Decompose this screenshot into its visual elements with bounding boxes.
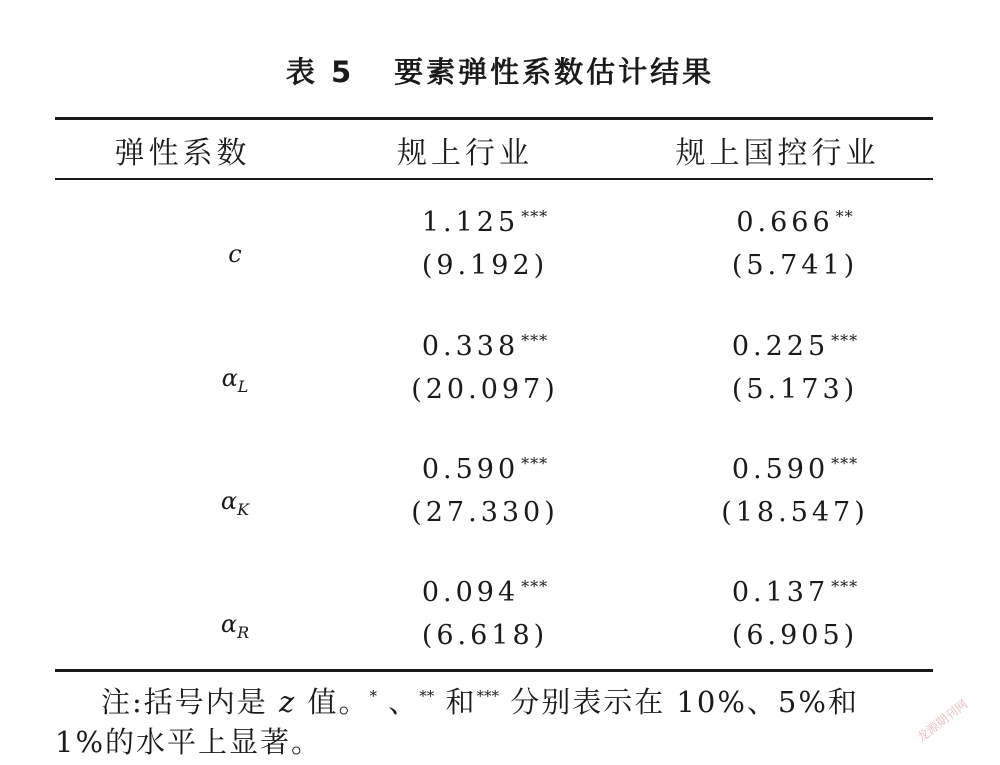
coef-value: 1.125: [421, 207, 520, 238]
state-industry-cell: [665, 196, 925, 288]
bottom-rule: [55, 669, 933, 672]
table-title: [0, 50, 1000, 91]
coef-value: 0.666: [736, 207, 834, 238]
table-note: 注:括号内是 z 值。* 、** 和*** 分别表示在 10%、5%和 1%的水平上显著。: [55, 685, 859, 759]
industry-cell: [355, 196, 615, 288]
state-industry-cell: [665, 320, 925, 412]
industry-cell: [355, 320, 615, 412]
t-value: (9.192): [421, 250, 549, 281]
industry-cell: [355, 566, 615, 658]
state-industry-cell: [665, 443, 925, 535]
coef-value: 0.137: [731, 577, 830, 608]
table-row: [55, 566, 933, 676]
significance-stars: ***: [831, 454, 859, 473]
t-value: (5.741): [731, 250, 859, 281]
significance-stars: ***: [831, 577, 859, 596]
coef-value: 0.225: [731, 331, 830, 362]
t-value: (20.097): [411, 374, 559, 405]
header-state-industry: 规上国控行业: [675, 136, 880, 171]
t-value: (6.905): [731, 620, 859, 651]
significance-stars: ***: [831, 331, 859, 350]
header-rule: [55, 178, 933, 180]
significance-stars: ***: [521, 207, 549, 226]
row-symbol: $\alpha_L$: [221, 364, 249, 396]
table-caption: 要素弹性系数估计结果: [394, 55, 715, 89]
table-row: [55, 443, 933, 553]
watermark: 龙源期刊网: [914, 696, 971, 745]
table-number: 表 5: [285, 55, 355, 89]
t-value: (18.547): [721, 497, 869, 528]
significance-stars: **: [835, 207, 854, 226]
coef-value: 0.338: [421, 331, 520, 362]
header-elasticity: 弹性系数: [114, 136, 251, 171]
t-value: (27.330): [411, 497, 559, 528]
coef-value: 0.094: [421, 577, 520, 608]
t-value: (6.618): [421, 620, 549, 651]
coef-value: 0.590: [421, 454, 520, 485]
row-symbol: $\alpha_K$: [220, 487, 250, 519]
t-value: (5.173): [731, 374, 859, 405]
top-rule: [55, 117, 933, 120]
significance-stars: ***: [521, 577, 549, 596]
row-symbol: $\alpha_R$: [220, 610, 250, 642]
coef-value: 0.590: [731, 454, 830, 485]
significance-stars: ***: [521, 331, 549, 350]
industry-cell: [355, 443, 615, 535]
table-row: [55, 196, 933, 306]
row-symbol: c: [228, 240, 242, 268]
table-row: [55, 320, 933, 430]
significance-stars: ***: [521, 454, 549, 473]
state-industry-cell: [665, 566, 925, 658]
header-industry: 规上行业: [397, 136, 533, 171]
